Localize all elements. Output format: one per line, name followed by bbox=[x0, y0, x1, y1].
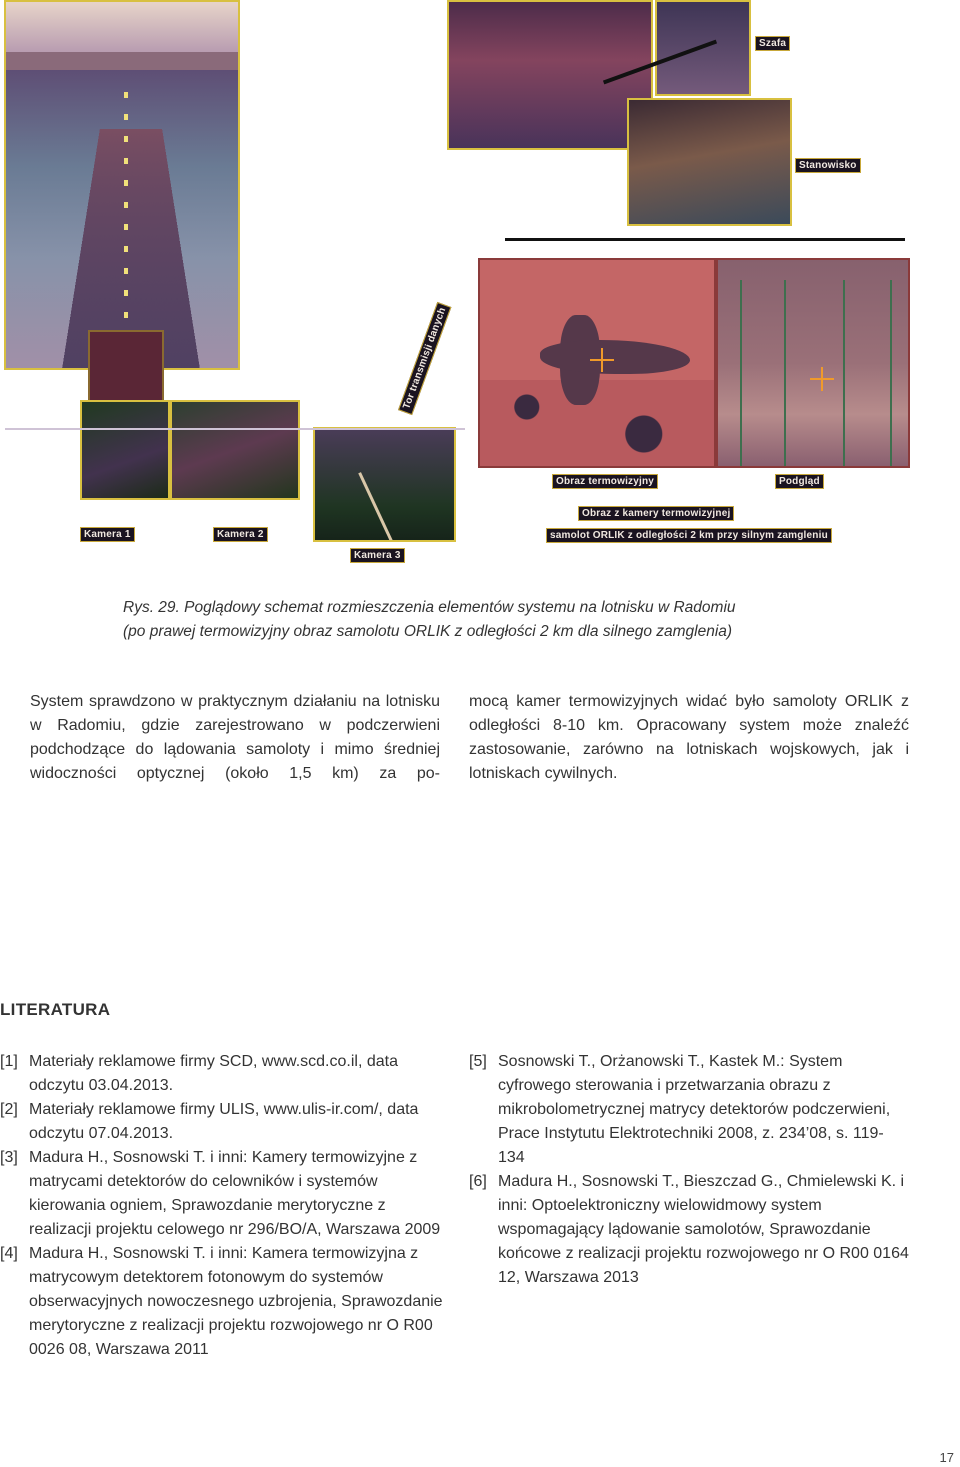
connector-line bbox=[505, 238, 905, 241]
grid-line bbox=[890, 280, 892, 468]
label-crosshair-view: Podgląd bbox=[775, 474, 824, 489]
crosshair-icon bbox=[810, 367, 834, 391]
caption-line-2: (po prawej termowizyjny obraz samolotu ORLIK z odległości 2 km dla silnego zamglenia) bbox=[123, 623, 733, 640]
runway-lights bbox=[124, 92, 128, 362]
reference-list-left bbox=[0, 1050, 445, 1362]
camera-2-photo bbox=[170, 400, 300, 500]
connector-line bbox=[5, 428, 465, 430]
label-cabinet: Szafa bbox=[755, 36, 790, 51]
crosshair-icon bbox=[590, 348, 614, 372]
thermal-image-aircraft bbox=[478, 258, 716, 468]
body-text-left: System sprawdzono w praktycznym działaniu na lotnisku w Radomiu, gdzie zarejestrowano w podczerwieni podchodzące do lądowania samoloty i mimo średniej widoczności optycznej (około 1,5 km) za po- bbox=[30, 693, 440, 782]
label-thermal-caption-2: samolot ORLIK z odległości 2 km przy silnym zamgleniu bbox=[546, 528, 832, 543]
page-number: 17 bbox=[939, 1450, 954, 1465]
thermal-ground bbox=[480, 380, 714, 468]
reference-number: [4] bbox=[0, 1245, 18, 1262]
runway-photo bbox=[4, 0, 240, 370]
thermal-aircraft bbox=[540, 340, 690, 374]
grid-line bbox=[784, 280, 786, 468]
reference-text: Madura H., Sosnowski T. i inni: Kamery termowizyjne z matrycami detektorów do celowników i systemów kierowania ogniem, Sprawozdanie merytoryczne z realizacji projektu celowego nr 296/BO/A, Warszawa 2009 bbox=[29, 1149, 441, 1238]
reference-number: [6] bbox=[469, 1173, 487, 1190]
reference-text: Madura H., Sosnowski T. i inni: Kamera termowizyjna z matrycowym detektorem fotonowym do systemów obserwacyjnych nowoczesnego uzbrojenia, Sprawozdanie merytoryczne z realizacji projektu rozwojowego nr O R00 0026 08, Warszawa 2011 bbox=[29, 1245, 443, 1358]
reference-item bbox=[469, 1050, 909, 1170]
figure-system-layout bbox=[0, 0, 960, 575]
camera-3-photo bbox=[313, 427, 456, 542]
runway-horizon bbox=[6, 52, 238, 70]
label-thermal-view: Obraz termowizyjny bbox=[552, 474, 658, 489]
camera-mast-photo bbox=[88, 330, 164, 402]
label-camera-1: Kamera 1 bbox=[80, 527, 135, 542]
reference-text: Materiały reklamowe firmy SCD, www.scd.co.il, data odczytu 03.04.2013. bbox=[29, 1053, 398, 1094]
reference-number: [5] bbox=[469, 1053, 487, 1070]
control-unit-photo bbox=[627, 98, 792, 226]
body-text-right: mocą kamer termowizyjnych widać było samoloty ORLIK z odległości 8-10 km. Opracowany system może znaleźć zastosowanie, zarówno na lotniskach wojskowych, jak i lotniskach cywilnych. bbox=[469, 693, 909, 782]
label-thermal-caption-1: Obraz z kamery termowizyjnej bbox=[578, 506, 734, 521]
reference-item bbox=[0, 1098, 445, 1146]
reference-text: Materiały reklamowe firmy ULIS, www.ulis-ir.com/, data odczytu 07.04.2013. bbox=[29, 1101, 419, 1142]
reference-list-right bbox=[469, 1050, 909, 1290]
reference-item bbox=[0, 1050, 445, 1098]
figure-caption bbox=[123, 596, 823, 644]
reference-item bbox=[0, 1242, 445, 1362]
camera-3-cable bbox=[358, 472, 395, 542]
grid-line bbox=[740, 280, 742, 468]
thermal-image-crosshair bbox=[716, 258, 910, 468]
reference-number: [3] bbox=[0, 1149, 18, 1166]
reference-number: [1] bbox=[0, 1053, 18, 1070]
label-camera-3: Kamera 3 bbox=[350, 548, 405, 563]
camera-1-photo bbox=[80, 400, 170, 500]
label-data-link: Tor transmisji danych bbox=[398, 302, 452, 416]
reference-item bbox=[469, 1170, 909, 1290]
reference-text: Sosnowski T., Orżanowski T., Kastek M.: System cyfrowego sterowania i przetwarzania obrazu z mikrobolometrycznej matrycy detektorów podczerwieni, Prace Instytutu Elektrotechniki 2008, z. 234’08, s. 119-134 bbox=[498, 1053, 891, 1166]
label-control-unit: Stanowisko bbox=[795, 158, 861, 173]
caption-line-1: Rys. 29. Poglądowy schemat rozmieszczenia elementów systemu na lotnisku w Radomiu bbox=[123, 599, 736, 616]
reference-text: Madura H., Sosnowski T., Bieszczad G., Chmielewski K. i inni: Optoelektroniczny wielowidmowy system wspomagający lądowanie samolotów, Sprawozdanie końcowe z realizacji projektu rozwojowego nr O R00 0164 12, Warszawa 2013 bbox=[498, 1173, 909, 1286]
literature-heading: LITERATURA bbox=[0, 1000, 111, 1019]
grid-line bbox=[843, 280, 845, 468]
label-camera-2: Kamera 2 bbox=[213, 527, 268, 542]
reference-item bbox=[0, 1146, 445, 1242]
reference-number: [2] bbox=[0, 1101, 18, 1118]
